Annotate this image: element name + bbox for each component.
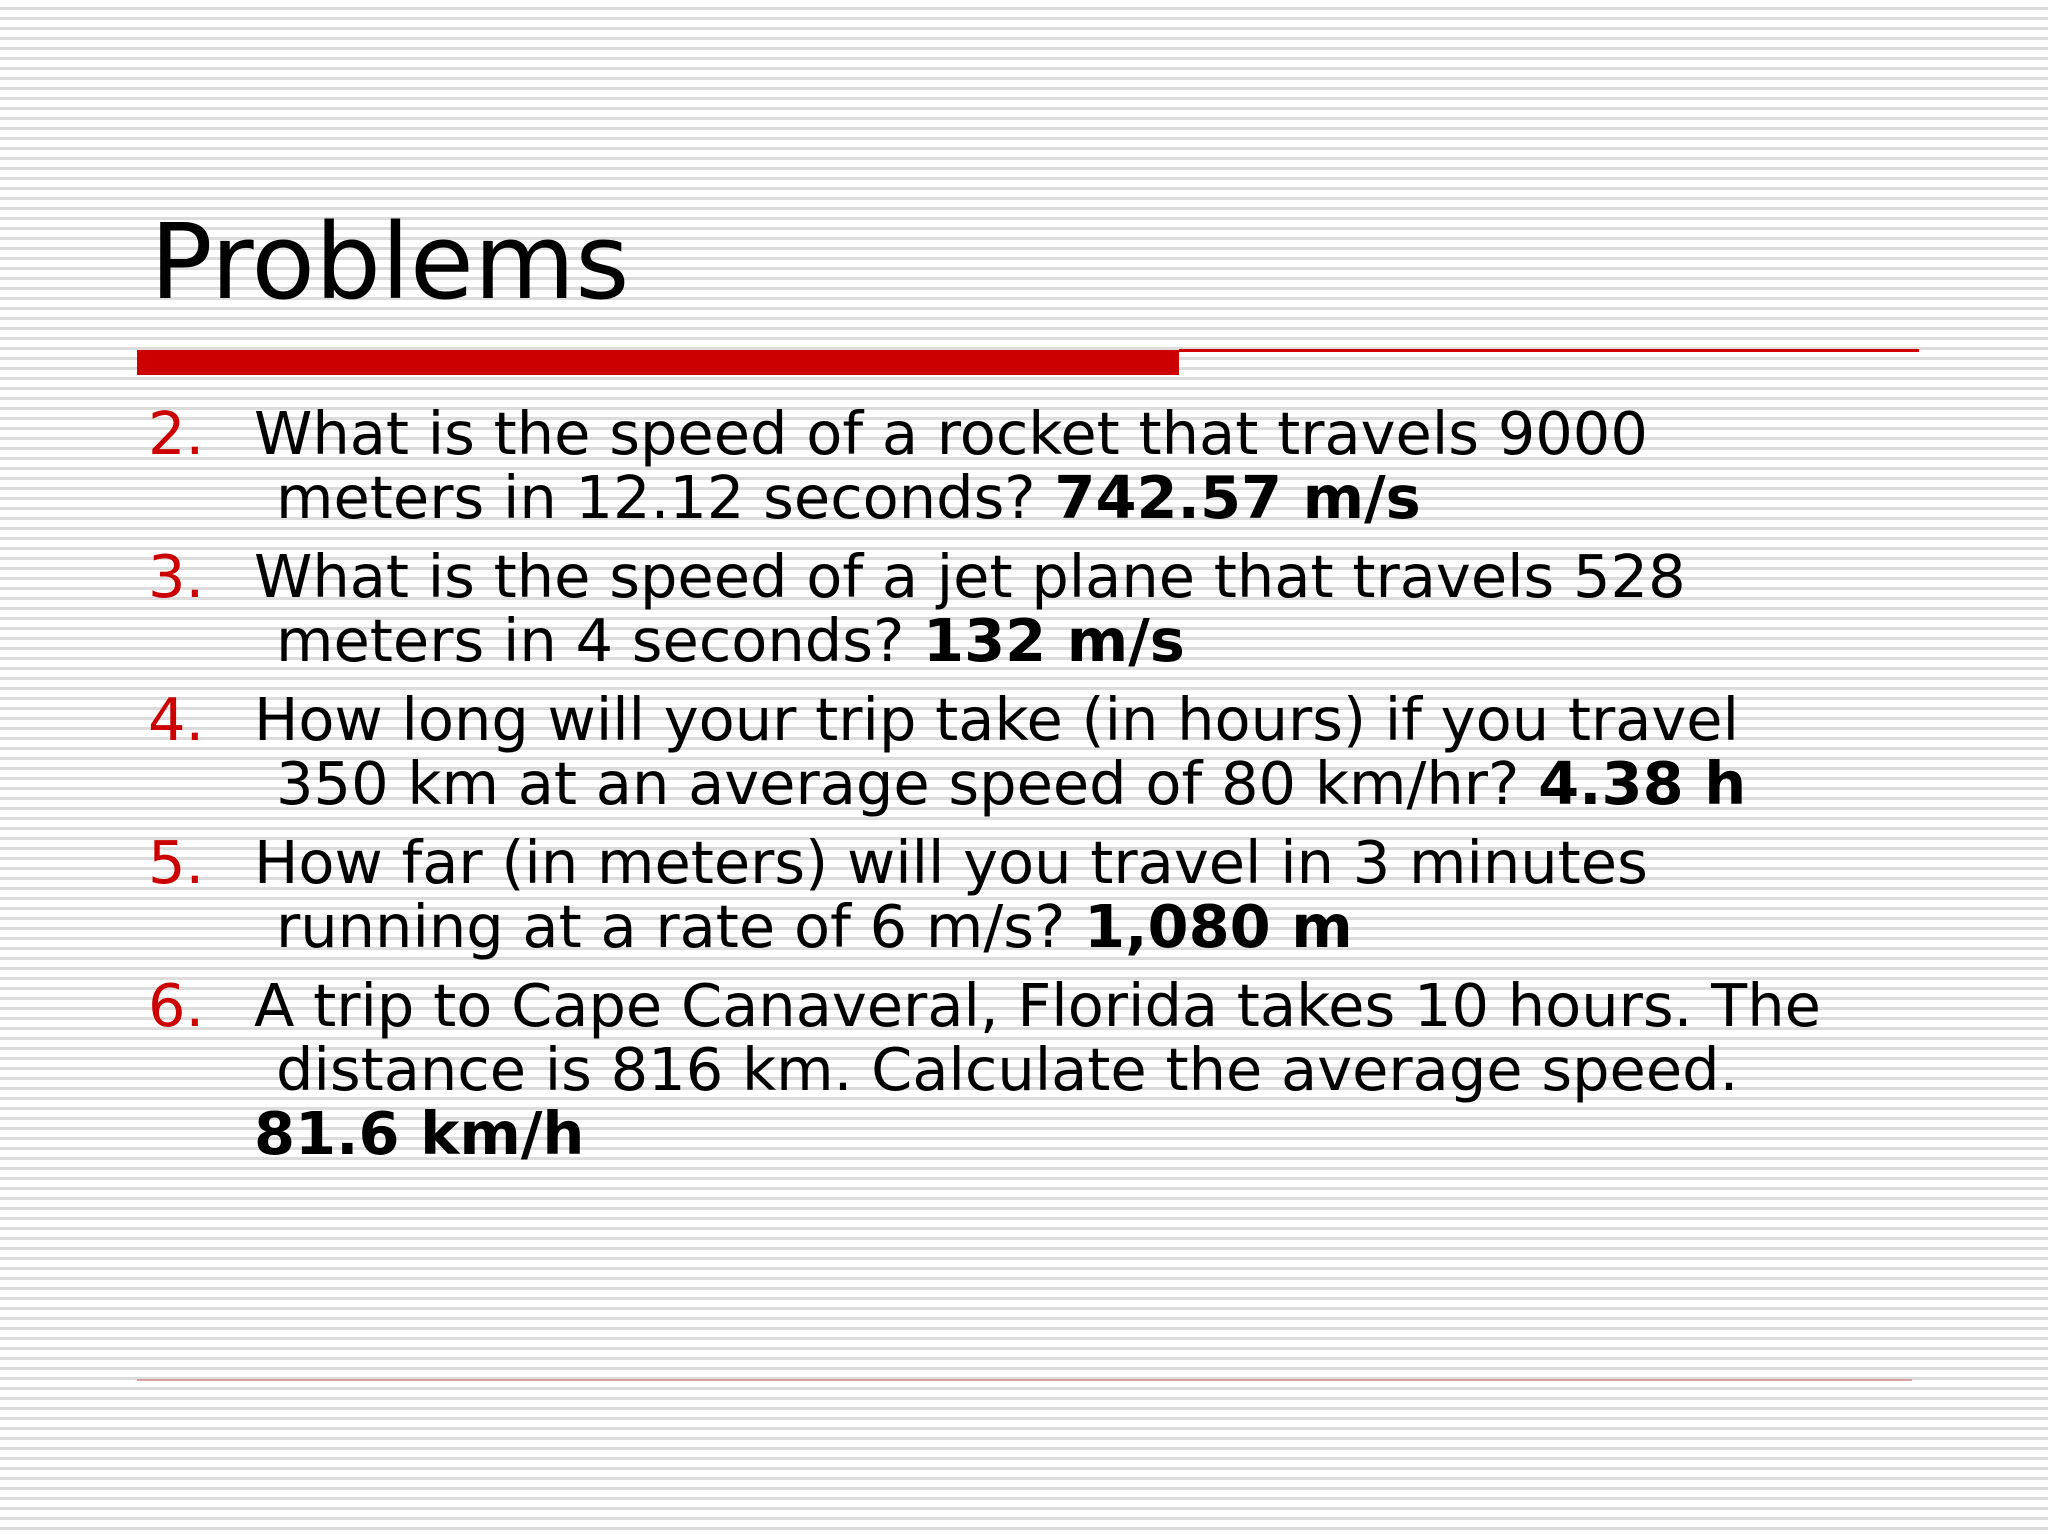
problem-item-5 <box>148 828 1938 961</box>
problem-answer: 132 m/s <box>923 606 1185 675</box>
problem-item-4 <box>148 685 1938 818</box>
problem-text-line2 <box>254 749 1938 818</box>
problem-text-line2 <box>254 606 1938 675</box>
problem-text-line1: How far (in meters) will you travel in 3 minutes <box>254 828 1648 897</box>
problem-number: 4. <box>148 685 205 754</box>
problem-answer: 1,080 m <box>1084 892 1353 961</box>
problem-list <box>148 399 1938 1181</box>
problem-text-line2: distance is 816 km. Calculate the average speed. <box>276 1035 1739 1104</box>
slide-title: Problems <box>150 201 630 323</box>
problem-text-line2 <box>254 463 1938 532</box>
title-underline-thin <box>1179 349 1919 352</box>
problem-text-line1: What is the speed of a rocket that travels 9000 <box>254 399 1648 468</box>
problem-text-line2 <box>254 892 1938 961</box>
problem-number: 2. <box>148 399 205 468</box>
problem-text: 350 km at an average speed of 80 km/hr? <box>276 749 1520 818</box>
problem-text: running at a rate of 6 m/s? <box>276 892 1066 961</box>
problem-number: 5. <box>148 828 205 897</box>
problem-text-line1: What is the speed of a jet plane that travels 528 <box>254 542 1686 611</box>
problem-number: 3. <box>148 542 205 611</box>
title-underline-thick <box>137 350 1179 375</box>
problem-item-6 <box>148 971 1938 1168</box>
problem-number: 6. <box>148 971 205 1040</box>
problem-item-2 <box>148 399 1938 532</box>
problem-text-line1: A trip to Cape Canaveral, Florida takes 10 hours. The <box>254 971 1821 1040</box>
problem-text: meters in 12.12 seconds? <box>276 463 1036 532</box>
problem-answer: 742.57 m/s <box>1054 463 1421 532</box>
problem-text: meters in 4 seconds? <box>276 606 905 675</box>
footer-rule <box>137 1379 1912 1381</box>
problem-answer: 4.38 h <box>1538 749 1747 818</box>
problem-item-3 <box>148 542 1938 675</box>
problem-answer: 81.6 km/h <box>254 1099 585 1168</box>
problem-text-line1: How long will your trip take (in hours) if you travel <box>254 685 1739 754</box>
